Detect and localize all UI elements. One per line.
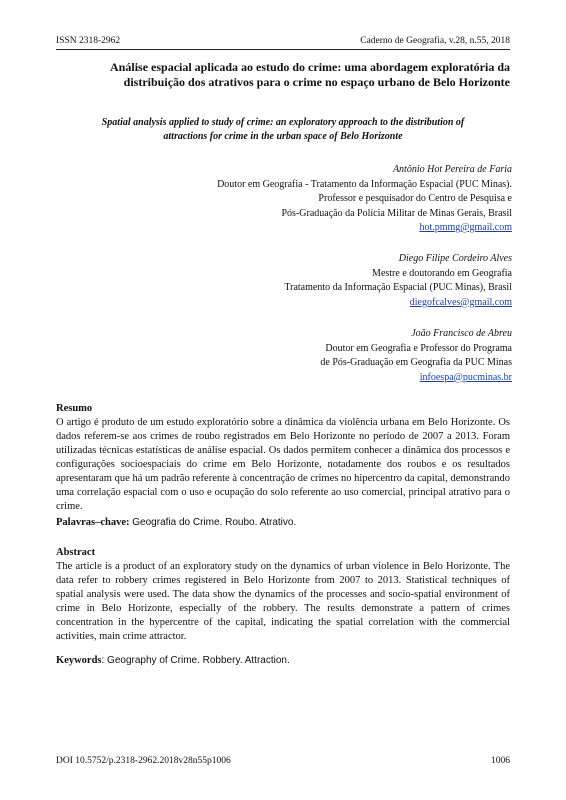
english-title-line: Spatial analysis applied to study of crime: an exploratory approach to the distribution of	[101, 117, 465, 128]
author-name: Diego Filipe Cordeiro Alves	[398, 253, 512, 264]
paper-title	[56, 60, 510, 90]
author-affiliation: Doutor em Geografia - Tratamento da Informação Espacial (PUC Minas).	[217, 178, 512, 190]
resumo-section	[56, 402, 510, 514]
palavras-chave-label: Palavras–chave:	[56, 517, 130, 528]
author-block	[284, 252, 512, 310]
title-line: distribuição dos atrativos para o crime no espaço urbano de Belo Horizonte	[123, 75, 510, 89]
journal-citation: Caderno de Geografia, v.28, n.55, 2018	[360, 36, 510, 46]
author-affiliation: Doutor em Geografia e Professor do Programa	[325, 342, 512, 354]
resumo-text: O artigo é produto de um estudo exploratório sobre a dinâmica da violência urbana em Belo Horizonte. Os dados referem-se aos crimes de roubo registrados em Belo Horizonte no período de 2007 a 2013. Foram utilizadas técnicas estatísticas de análise espacial. Os dados permitem conhecer a dinâmica dos processos e configurações socioespaciais do crime em Belo Horizonte, notadamente dos roubos e os resultados apresentaram que há um padrão referente à concentração de crimes no hipercentro da capital, demonstrando uma correlação espacial com o uso e ocupação do solo referente ao uso comercial, principal atrativo para o crime.	[56, 417, 510, 512]
issn: ISSN 2318-2962	[56, 36, 121, 46]
keywords-label: Keywords	[56, 655, 102, 666]
english-title	[56, 116, 510, 144]
abstract-heading: Abstract	[56, 547, 96, 558]
title-line: Análise espacial aplicada ao estudo do crime: uma abordagem exploratória da	[110, 60, 510, 74]
author-affiliation: Professor e pesquisador do Centro de Pesquisa e	[318, 193, 512, 204]
author-email-link[interactable]: hot.pmmg@gmail.com	[419, 222, 512, 233]
author-block	[217, 163, 512, 236]
page-number: 1006	[491, 756, 510, 766]
palavras-chave-text: Geografia do Crime. Roubo. Atrativo.	[129, 517, 297, 528]
author-affiliation: Tratamento da Informação Espacial (PUC Minas), Brasil	[284, 282, 512, 293]
palavras-chave	[56, 516, 510, 530]
author-email-link[interactable]: diegofcalves@gmail.com	[409, 296, 512, 308]
author-affiliation: Pós-Graduação da Polícia Militar de Minas Gerais, Brasil	[281, 207, 512, 219]
author-name: Antônio Hot Pereira de Faria	[392, 164, 512, 175]
author-block	[320, 327, 512, 385]
author-email-link[interactable]: infoespa@pucminas.br	[419, 371, 512, 383]
author-name: João Francisco de Abreu	[411, 328, 512, 339]
author-affiliation: Mestre e doutorando em Geografia	[372, 267, 512, 279]
page-footer	[56, 756, 510, 766]
running-header	[56, 36, 510, 50]
keywords-text: : Geography of Crime. Robbery. Attraction.	[101, 655, 290, 666]
author-affiliation: de Pós-Graduação em Geografia da PUC Minas	[320, 357, 512, 368]
abstract-text: The article is a product of an exploratory study on the dynamics of urban violence in Belo Horizonte. The data refer to robbery crimes registered in Belo Horizonte from 2007 to 2013. Statistical techniques of spatial analysis were used. The data show the dynamics of the processes and socio-spatial environment of crime in Belo Horizonte, especially of the robbery. The results demonstrate a pattern of crimes concentration in the hypercentre of the capital, indicating the spatial correlation with the commercial activities, main crime attractor.	[56, 561, 510, 642]
doi: DOI 10.5752/p.2318-2962.2018v28n55p1006	[56, 756, 231, 766]
abstract-section	[56, 546, 510, 644]
keywords	[56, 654, 510, 668]
english-title-line: attractions for crime in the urban space of Belo Horizonte	[163, 131, 403, 142]
resumo-heading: Resumo	[56, 403, 93, 414]
